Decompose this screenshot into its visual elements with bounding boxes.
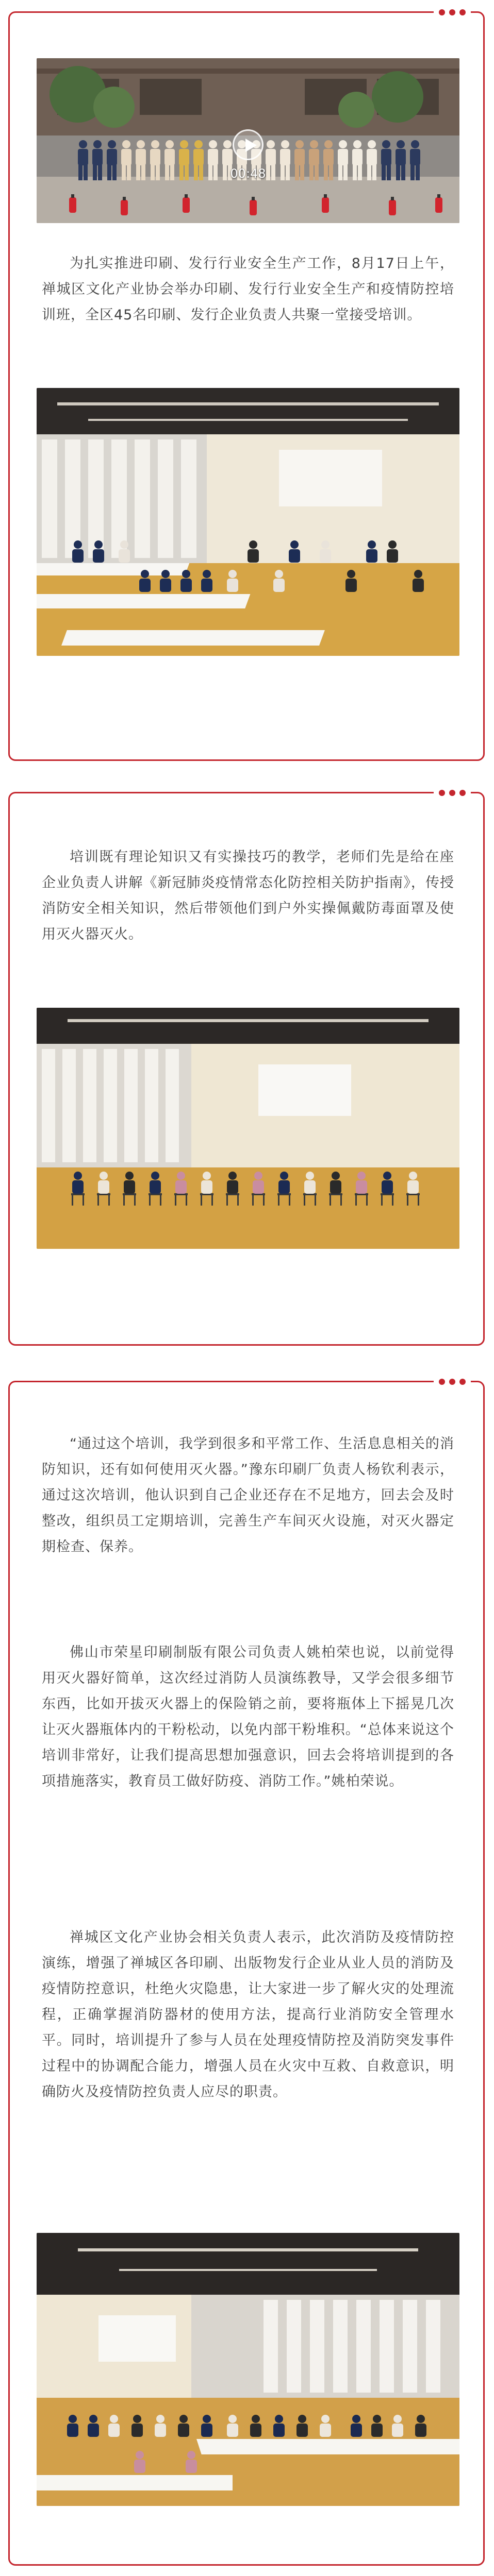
decoration-dot	[439, 790, 445, 796]
decoration-dot	[459, 9, 466, 15]
decoration-dot	[449, 9, 455, 15]
paragraph: 为扎实推进印刷、发行行业安全生产工作，8月17日上午，禅城区文化产业协会举办印刷、发行行业安全生产和疫情防控培训班，全区45名印刷、发行企业负责人共聚一堂接受培训。	[42, 256, 454, 323]
classroom-photo	[37, 388, 459, 656]
section-decoration-dots	[434, 787, 471, 799]
paragraph: 培训既有理论知识又有实操技巧的教学，老师们先是给在座企业负责人讲解《新冠肺炎疫情常态化防控相关防护指南》，传授消防安全相关知识，然后带领他们到户外实操佩戴防毒面罩及使用灭火器灭火。	[42, 849, 454, 942]
paragraph: 禅城区文化产业协会相关负责人表示，此次消防及疫情防控演练，增强了禅城区各印刷、出版物发行企业从业人员的消防及疫情防控意识，杜绝火灾隐患，让大家进一步了解火灾的处理流程，正确掌握消防器材的使用方法，提高行业消防安全管理水平。同时，培训提升了参与人员在处理疫情防控及消防突发事件过程中的协调配合能力，增强人员在火灾中互救、自救意识，明确防火及疫情防控负责人应尽的职责。	[42, 1929, 454, 2100]
paragraph: 佛山市荣星印刷制版有限公司负责人姚柏荣也说，以前觉得用灭火器好简单，这次经过消防人员演练教导，又学会很多细节东西，比如开拔灭火器上的保险销之前，要将瓶体上下摇晃几次让灭火器瓶体内的干粉松动，以免内部干粉堆积。“总体来说这个培训非常好，让我们提高思想加强意识，回去会将培训提到的各项措施落实，教育员工做好防疫、消防工作。”姚柏荣说。	[42, 1645, 454, 1789]
decoration-dot	[439, 9, 445, 15]
lecture-photo	[37, 1008, 459, 1249]
play-icon[interactable]	[233, 129, 264, 160]
video-duration: 00:48	[230, 166, 266, 181]
training-session-photo	[37, 2233, 459, 2506]
decoration-dot	[449, 790, 455, 796]
training-video-player[interactable]	[37, 58, 459, 223]
decoration-dot	[439, 1379, 445, 1385]
paragraph: “通过这个培训，我学到很多和平常工作、生活息息相关的消防知识，还有如何使用灭火器。”豫东印刷厂负责人杨钦利表示，通过这次培训，他认识到自己企业还存在不足地方，回去会及时整改，组织员工定期培训，完善生产车间灭火设施，对灭火器定期检查、保养。	[42, 1436, 454, 1555]
decoration-dot	[459, 790, 466, 796]
section-decoration-dots	[434, 7, 471, 18]
section-card-3	[8, 1381, 485, 2566]
section-card-1	[8, 11, 485, 761]
lecture-hall-photo	[37, 1008, 459, 1249]
section-decoration-dots	[434, 1376, 471, 1387]
decoration-dot	[459, 1379, 466, 1385]
decoration-dot	[449, 1379, 455, 1385]
classroom-photo-2	[37, 2233, 459, 2506]
section-card-2	[8, 792, 485, 1346]
training-room-photo	[37, 388, 459, 656]
